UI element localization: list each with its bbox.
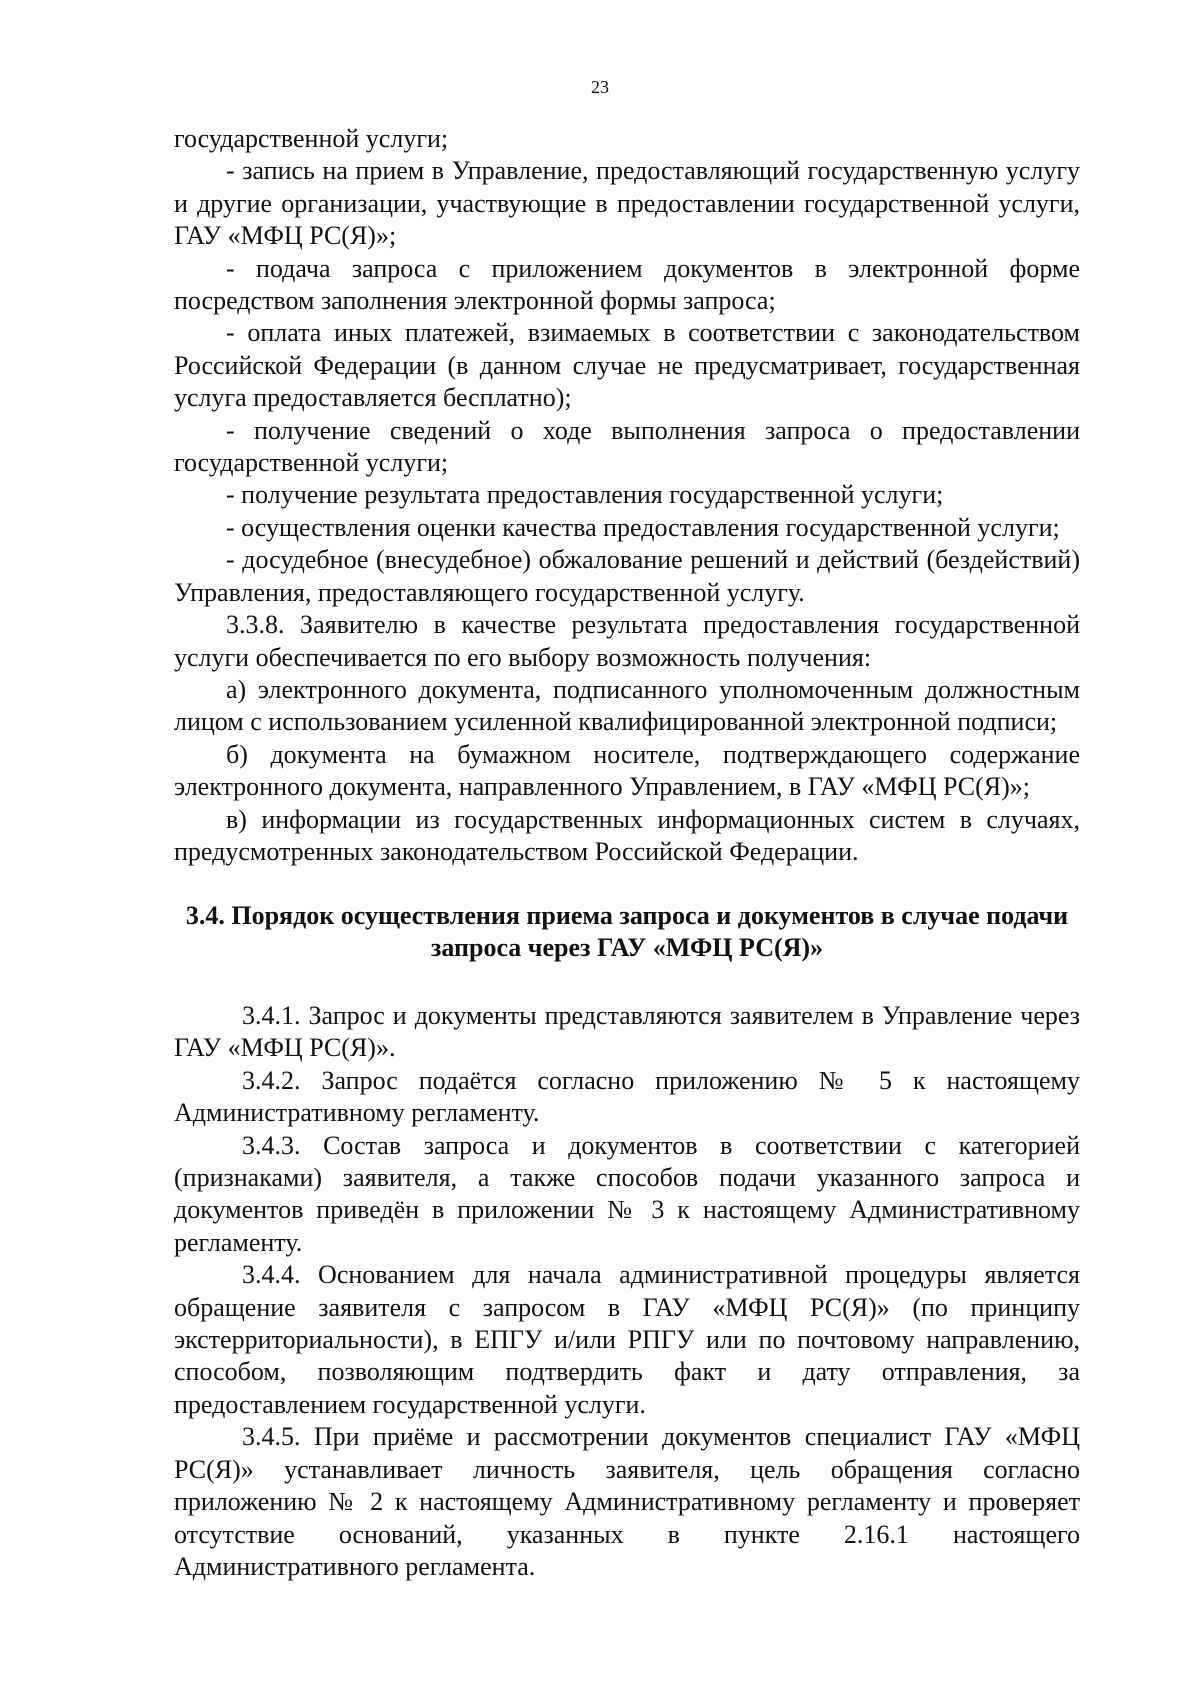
- clause-3-4-2: 3.4.2. Запрос подаётся согласно приложению № 5 к настоящему Административному регламенту.: [174, 1065, 1080, 1128]
- list-item-status-info: - получение сведений о ходе выполнения запроса о предоставлении государственной услуги;: [174, 415, 1080, 478]
- clause-3-4-1: 3.4.1. Запрос и документы представляются заявителем в Управление через ГАУ «МФЦ РС(Я)».: [174, 1001, 1080, 1063]
- clause-3-4-3: 3.4.3. Состав запроса и документов в соответствии с категорией (признаками) заявителя, а также способов подачи указанного запроса и документов приведён в приложении № 3 к настоящему Административному регламенту.: [174, 1130, 1080, 1257]
- clause-3-3-8: 3.3.8. Заявителю в качестве результата предоставления государственной услуги обеспечивается по его выбору возможность получения:: [174, 610, 1080, 672]
- list-item-quality-evaluation: - осуществления оценки качества предоставления государственной услуги;: [226, 512, 1060, 542]
- list-item-appeal: - досудебное (внесудебное) обжалование решений и действий (бездействий) Управления, предоставляющего государственной услугу.: [174, 545, 1080, 607]
- section-3-3-continuation: [174, 123, 1080, 868]
- list-item-appointment: - запись на прием в Управление, предоставляющий государственную услугу и другие организации, участвующие в предоставлении государственной услуги, ГАУ «МФЦ РС(Я)»;: [174, 156, 1080, 251]
- clause-3-4-4: 3.4.4. Основанием для начала административной процедуры является обращение заявителя с запросом в ГАУ «МФЦ РС(Я)» (по принципу экстерриториальности), в ЕПГУ и/или РПГУ или по почтовому направлению, способом, позволяющим подтвердить факт и дату отправления, за предоставлением государственной услуги.: [174, 1260, 1080, 1419]
- heading-line-1: 3.4. Порядок осуществления приема запроса и документов в случае подачи: [185, 901, 1069, 930]
- list-item-get-result: - получение результата предоставления государственной услуги;: [226, 480, 944, 510]
- list-item-submit-request: - подача запроса с приложением документов в электронной форме посредством заполнения электронной формы запроса;: [174, 253, 1080, 316]
- clause-item-c: в) информации из государственных информационных систем в случаях, предусмотренных законодательством Российской Федерации.: [174, 804, 1080, 866]
- paragraph: государственной услуги;: [174, 124, 449, 153]
- clause-item-a: а) электронного документа, подписанного уполномоченным должностным лицом с использованием усиленной квалифицированной электронной подписи;: [174, 674, 1080, 737]
- list-item-payments: - оплата иных платежей, взимаемых в соответствии с законодательством Российской Федерации (в данном случае не предусматривает, государственная услуга предоставляется бесплатно);: [174, 318, 1080, 413]
- clause-item-b: б) документа на бумажном носителе, подтверждающего содержание электронного документа, направленного Управлением, в ГАУ «МФЦ РС(Я)»;: [174, 739, 1080, 802]
- page-number: 23: [591, 77, 609, 97]
- heading-line-2: запроса через ГАУ «МФЦ РС(Я)»: [430, 933, 824, 962]
- clause-3-4-5: 3.4.5. При приёме и рассмотрении документов специалист ГАУ «МФЦ РС(Я)» устанавливает личность заявителя, цель обращения согласно приложению № 2 к настоящему Административному регламенту и проверяет отсутствие оснований, указанных в пункте 2.16.1 настоящего Административного регламента.: [174, 1422, 1080, 1581]
- section-heading-3-4: [174, 900, 1080, 964]
- section-3-4-body: [174, 1000, 1080, 1583]
